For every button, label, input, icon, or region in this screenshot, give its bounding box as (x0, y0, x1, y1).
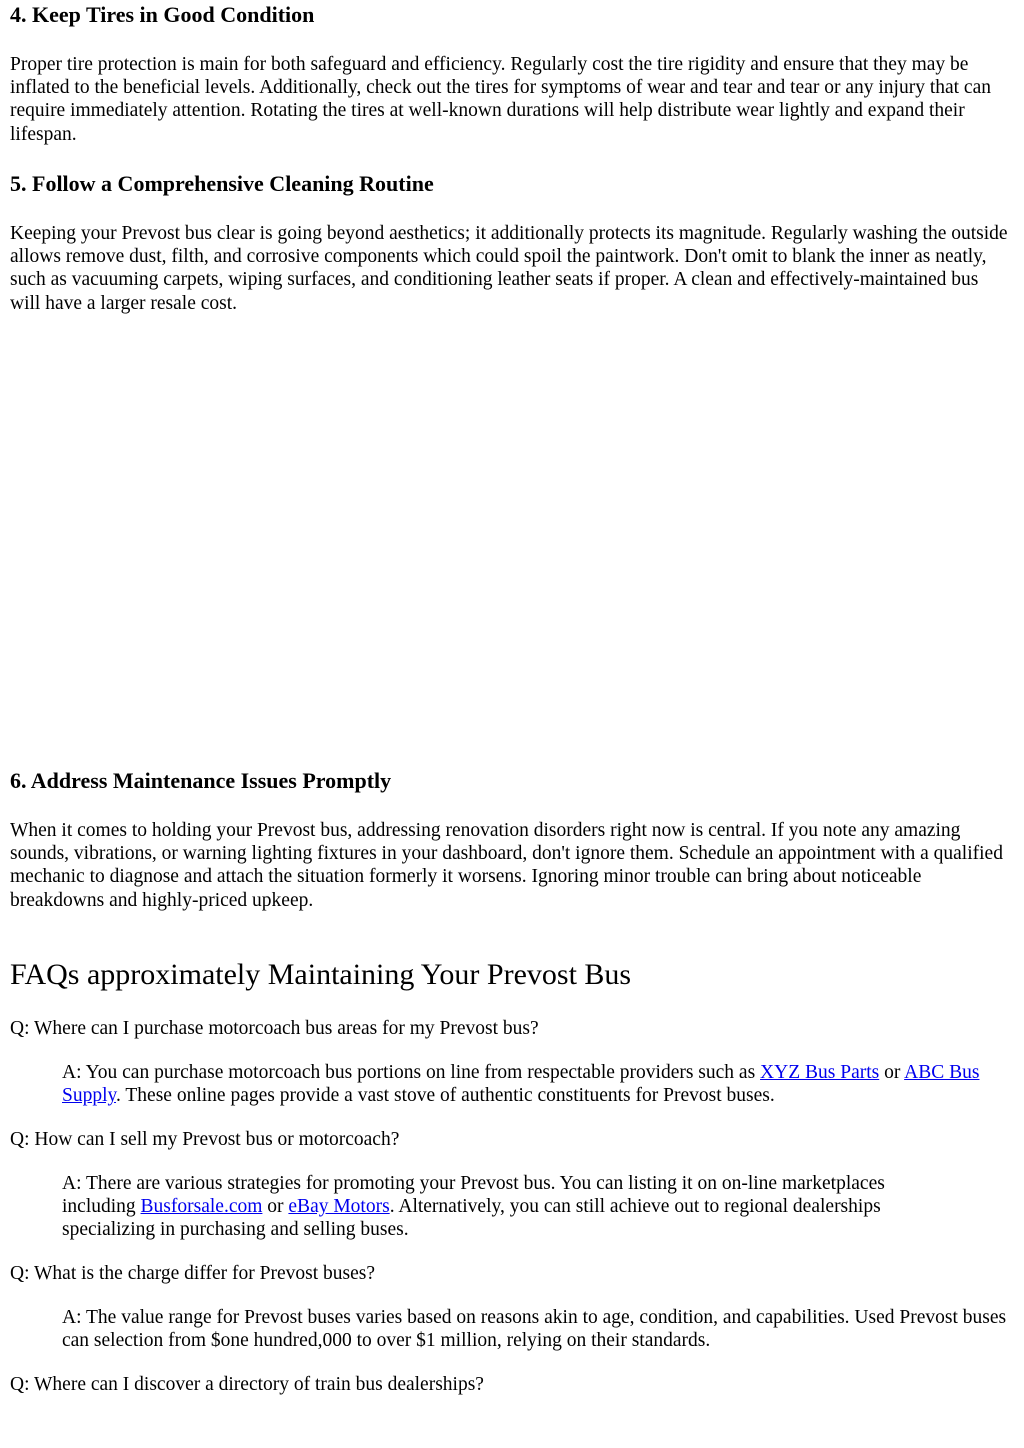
section-body-cleaning: Keeping your Prevost bus clear is going beyond aesthetics; it additionally protects its magnitude. Regularly washing the outside allows remove dust, filth, and corrosive components which could spoil the paintwork. Don't omit to blank the inner as neatly, such as vacuuming carpets, wiping surfaces, and conditioning leather seats if proper. A clean and effectively-maintained bus will have a larger resale cost. (10, 223, 1008, 314)
section-heading-tires: 4. Keep Tires in Good Condition (10, 2, 315, 27)
faq-title: FAQs approximately Maintaining Your Prevost Bus (10, 958, 632, 991)
section-heading-maintenance: 6. Address Maintenance Issues Promptly (10, 768, 392, 793)
abc-bus-supply-link[interactable]: ABC Bus Supply (62, 1062, 980, 1107)
section-heading-cleaning: 5. Follow a Comprehensive Cleaning Routine (10, 171, 434, 196)
faq-answer-1-text-post: . These online pages provide a vast stove of authentic constituents for Prevost buses. (116, 1085, 775, 1107)
faq-answer-2 (62, 1172, 962, 1242)
faq-answer-1-text-mid: or (879, 1062, 905, 1083)
faq-answer-2-text-post: . Alternatively, you can still achieve out to regional dealerships specializing in purchasing and selling buses. (62, 1196, 881, 1241)
faq-answer-3: A: The value range for Prevost buses varies based on reasons akin to age, condition, and capabilities. Used Prevost buses can selection from $one hundred,000 to over $1 million, relying on their standards. (62, 1307, 1007, 1352)
faq-question-2: Q: How can I sell my Prevost bus or motorcoach? (10, 1129, 400, 1150)
faq-answer-1-text-pre: A: You can purchase motorcoach bus portions on line from respectable providers such as (62, 1062, 761, 1083)
section-body-maintenance: When it comes to holding your Prevost bus, addressing renovation disorders right now is central. If you note any amazing sounds, vibrations, or warning lighting fixtures in your dashboard, don't ignore them. Schedule an appointment with a qualified mechanic to diagnose and attach the situation formerly it worsens. Ignoring minor trouble can bring about noticeable breakdowns and highly-priced upkeep. (10, 820, 1003, 911)
faq-answer-1 (62, 1061, 1012, 1107)
faq-question-1: Q: Where can I purchase motorcoach bus areas for my Prevost bus? (10, 1018, 539, 1039)
faq-answer-2-text-pre: A: There are various strategies for promoting your Prevost bus. You can listing it on on-line marketplaces including (62, 1173, 885, 1218)
faq-question-3: Q: What is the charge differ for Prevost buses? (10, 1263, 375, 1284)
faq-answer-2-text-mid: or (262, 1196, 289, 1218)
busforsale-link[interactable]: Busforsale.com (140, 1196, 263, 1218)
xyz-bus-parts-link[interactable]: XYZ Bus Parts (760, 1062, 880, 1083)
ebay-motors-link[interactable]: eBay Motors (288, 1196, 390, 1218)
section-body-tires: Proper tire protection is main for both safeguard and efficiency. Regularly cost the tire rigidity and ensure that they may be inflated to the beneficial levels. Additionally, check out the tires for symptoms of wear and tear and tear or any injury that can require immediately attention. Rotating the tires at well-known durations will help distribute wear lightly and expand their lifespan. (10, 54, 991, 145)
faq-question-4: Q: Where can I discover a directory of train bus dealerships? (10, 1374, 484, 1395)
